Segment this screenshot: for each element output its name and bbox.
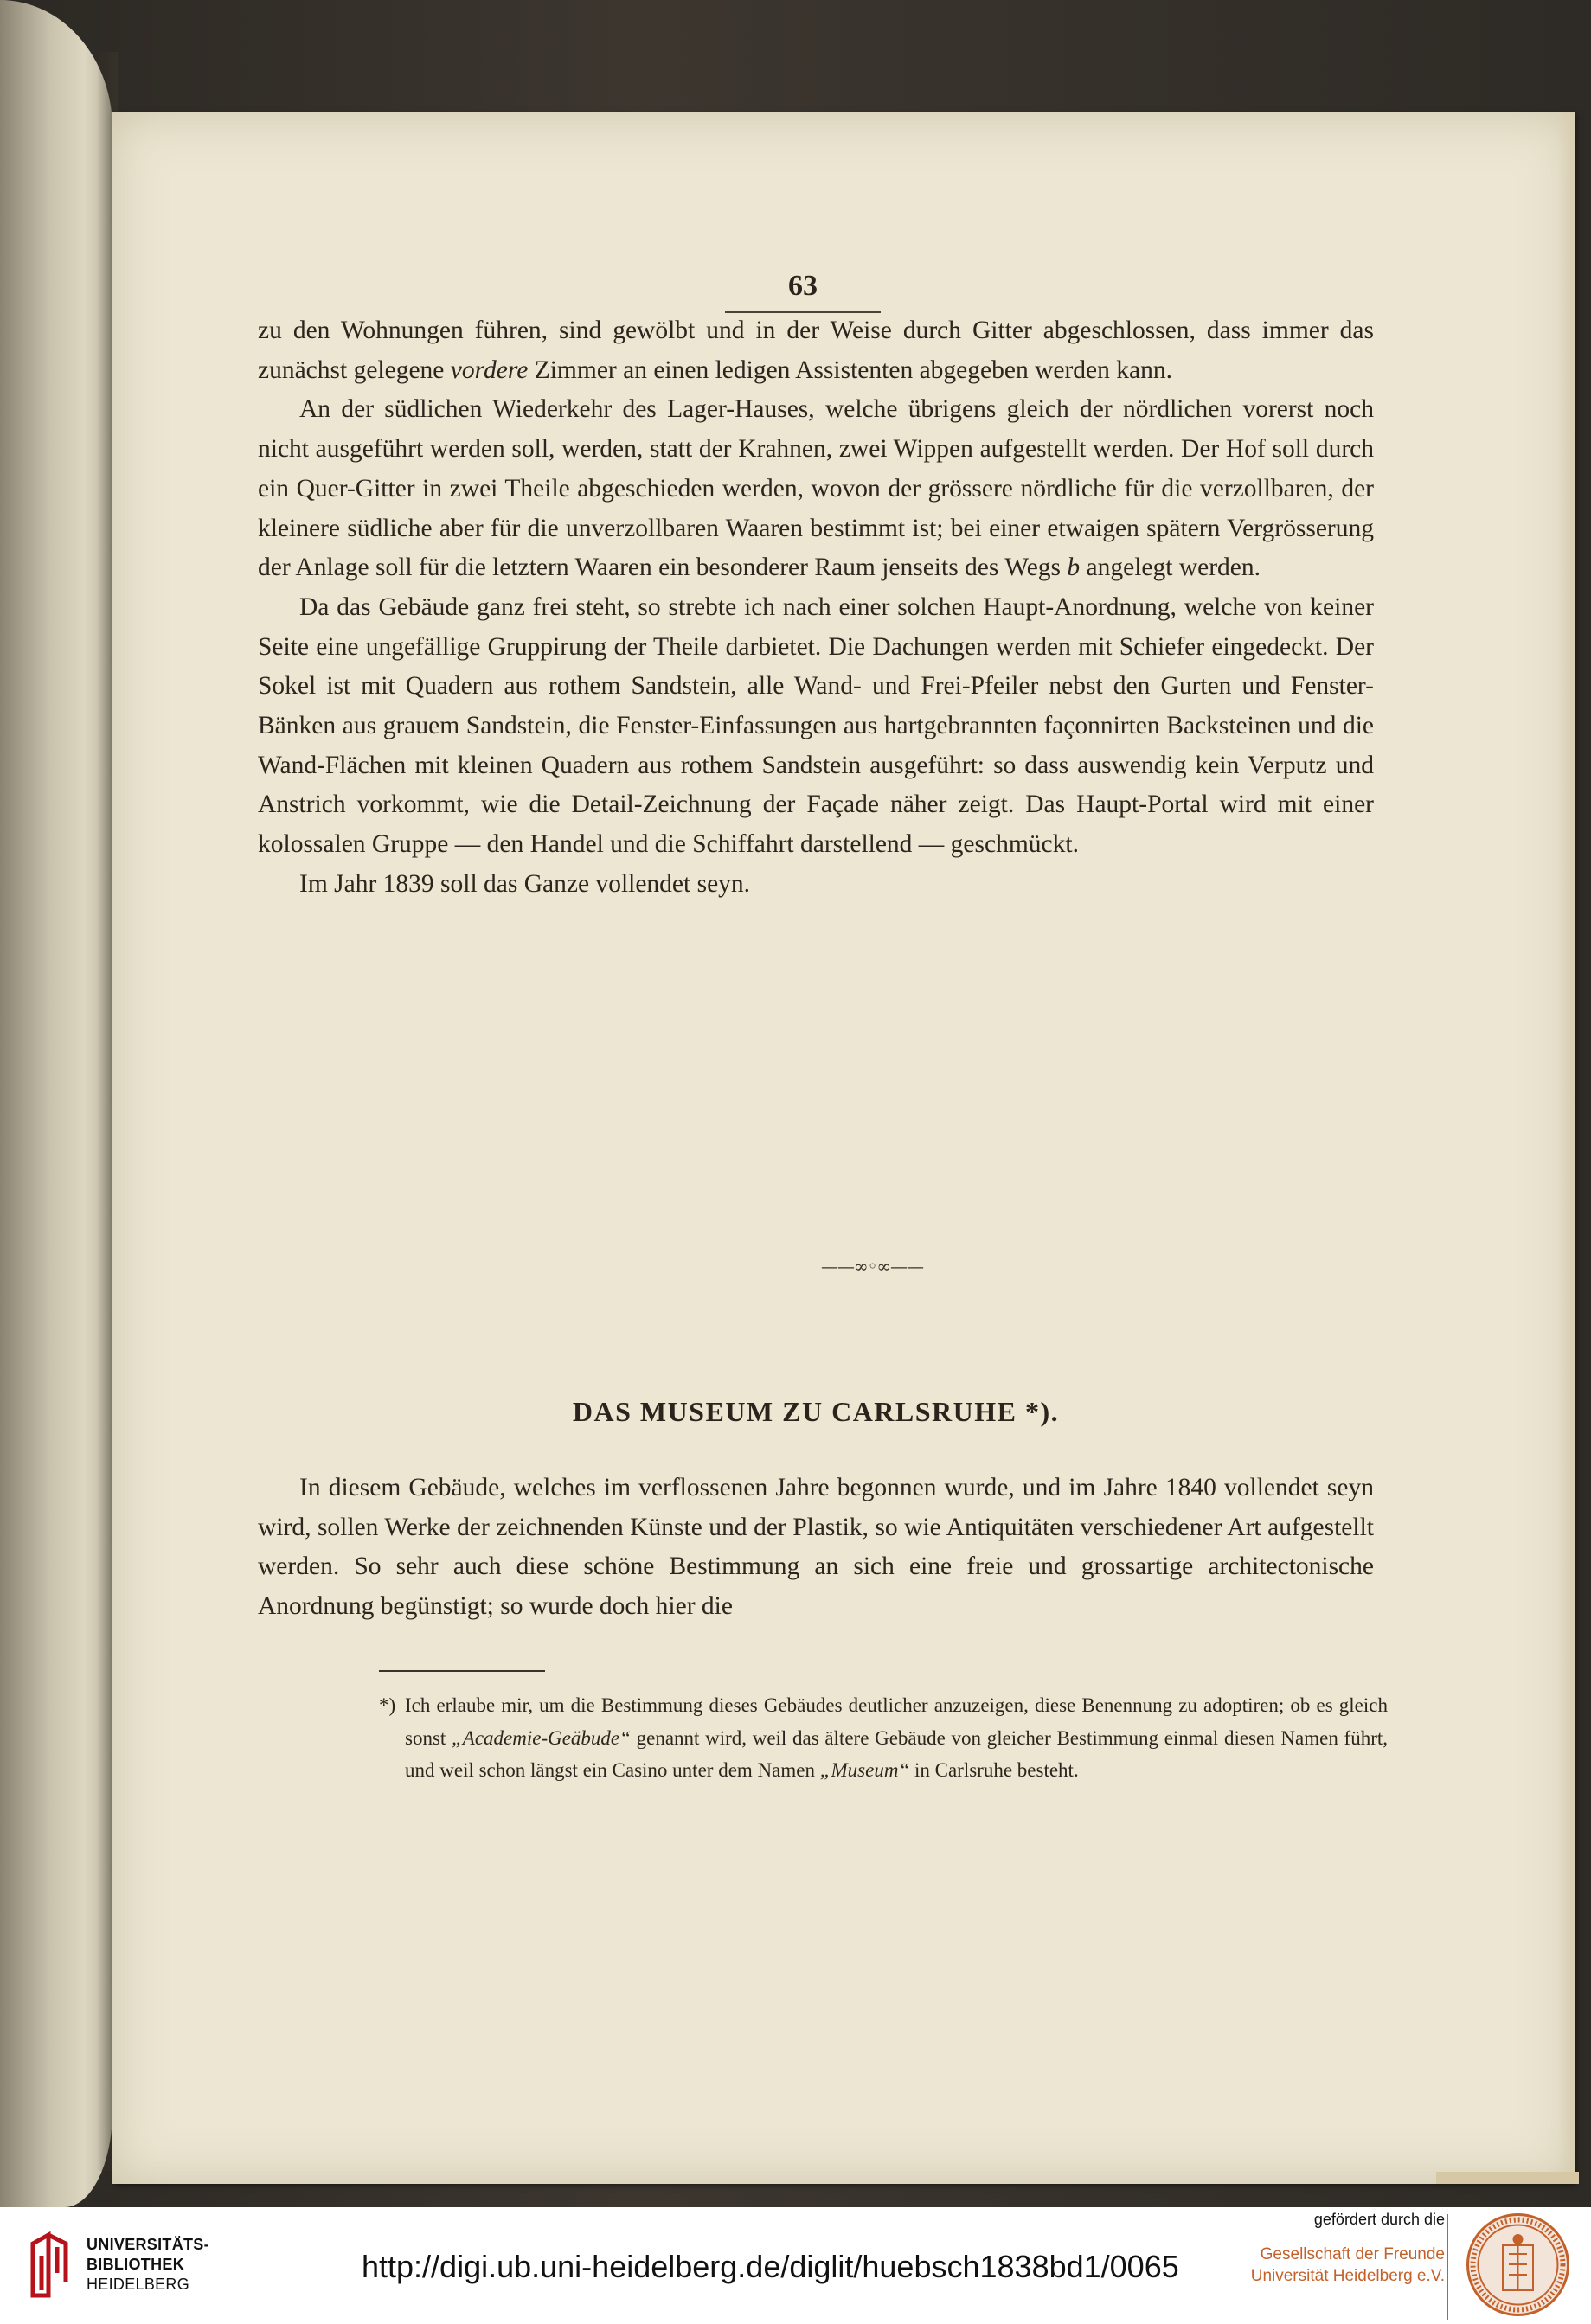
university-seal-icon bbox=[1464, 2211, 1572, 2319]
page-number: 63 bbox=[788, 270, 818, 302]
left-page-edge bbox=[0, 0, 112, 2207]
society-name[interactable] bbox=[1194, 2244, 1445, 2287]
italic-text: vordere bbox=[450, 355, 529, 384]
society-name-line2: Universität Heidelberg e.V. bbox=[1250, 2267, 1445, 2285]
footer-divider bbox=[1447, 2214, 1448, 2320]
library-name[interactable] bbox=[87, 2235, 209, 2295]
italic-text: „Museum“ bbox=[819, 1759, 910, 1781]
footnote-rule bbox=[379, 1670, 545, 1672]
footnote bbox=[379, 1689, 1388, 1787]
funded-by-label: gefördert durch die bbox=[1313, 2211, 1445, 2228]
library-name-line2: BIBLIOTHEK bbox=[87, 2256, 184, 2273]
body-text-bottom bbox=[258, 1469, 1374, 1627]
paragraph: In diesem Gebäude, welches im verflossenen Jahre begonnen wurde, und im Jahre 1840 vollendet seyn wird, sollen Werke der zeichnenden Künste und der Plastik, so wie Antiquitäten verschiedener Art aufgestellt werden. So sehr auch diese schöne Bestimmung an sich eine freie und grossartige architectonische Anordnung begünstigt; so wurde doch hier die bbox=[258, 1474, 1374, 1621]
ornamental-separator: ——∞◦∞—— bbox=[820, 1256, 924, 1277]
footnote-mark: *) bbox=[379, 1694, 396, 1716]
paragraph: An der südlichen Wiederkehr des Lager-Hauses, welche übrigens gleich der nördlichen vorerst noch nicht ausgeführt werden soll, werden, statt der Krahnen, zwei Wippen aufgestellt werden. Der Hof soll durch ein Quer-Gitter in zwei Theile abgeschieden werden, wovon der grössere nördliche für die verzollbaren, der kleinere südliche aber für die unverzollbaren Waaren bestimmt ist; bei einer etwaigen spätern Vergrösserung der Anlage soll für die letztern Waaren ein besonderer Raum jenseits des Wegs b angelegt werden. bbox=[258, 395, 1374, 582]
permalink-url[interactable]: http://digi.ub.uni-heidelberg.de/diglit/huebsch1838bd1/0065 bbox=[362, 2249, 1179, 2284]
page-edge-right bbox=[1559, 112, 1575, 2184]
society-name-line1: Gesellschaft der Freunde bbox=[1260, 2245, 1445, 2263]
library-name-line3: HEIDELBERG bbox=[87, 2276, 190, 2293]
italic-text: „Academie-Geäbude“ bbox=[451, 1726, 631, 1749]
paragraph: zu den Wohnungen führen, sind gewölbt und in der Weise durch Gitter abgeschlossen, dass immer das zunächst gelegene vordere Zimmer an einen ledigen Assistenten abgegeben werden kann. bbox=[258, 317, 1374, 384]
footnote-text: Ich erlaube mir, um die Bestimmung dieses Gebäudes deutlicher anzuzeigen, diese Benennung zu adoptiren; ob es gleich sonst „Academie-Geäbude“ genannt wird, weil das ältere Gebäude von gleicher Bestimmung einmal diesen Namen führt, und weil schon längst ein Casino unter dem Namen „Museum“ in Carlsruhe besteht. bbox=[405, 1694, 1388, 1781]
section-heading: DAS MUSEUM ZU CARLSRUHE *). bbox=[572, 1396, 1060, 1427]
paragraph: Im Jahr 1839 soll das Ganze vollendet seyn. bbox=[299, 869, 751, 898]
body-text-top bbox=[258, 311, 1374, 905]
paragraph: Da das Gebäude ganz frei steht, so strebte ich nach einer solchen Haupt-Anordnung, welche von keiner Seite eine ungefällige Gruppirung der Theile darbietet. Die Dachungen werden mit Schiefer eingedeckt. Der Sokel ist mit Quadern aus rothem Sandstein, alle Wand- und Frei-Pfeiler nebst den Gurten und Fenster-Bänken aus grauem Sandstein, die Fenster-Einfassungen aus hartgebrannten façonnirten Backsteinen und die Wand-Flächen mit kleinen Quadern aus rothem Sandstein ausgeführt: so dass auswendig kein Verputz und Anstrich vorkommt, wie die Detail-Zeichnung der Façade näher zeigt. Das Haupt-Portal wird mit einer kolossalen Gruppe — den Handel und die Schiffahrt darstellend — geschmückt. bbox=[258, 592, 1374, 859]
italic-text: b bbox=[1067, 554, 1081, 582]
library-name-line1: UNIVERSITÄTS- bbox=[87, 2236, 209, 2253]
page-edge-bottom bbox=[1436, 2172, 1579, 2184]
university-library-logo-icon[interactable] bbox=[24, 2230, 74, 2301]
